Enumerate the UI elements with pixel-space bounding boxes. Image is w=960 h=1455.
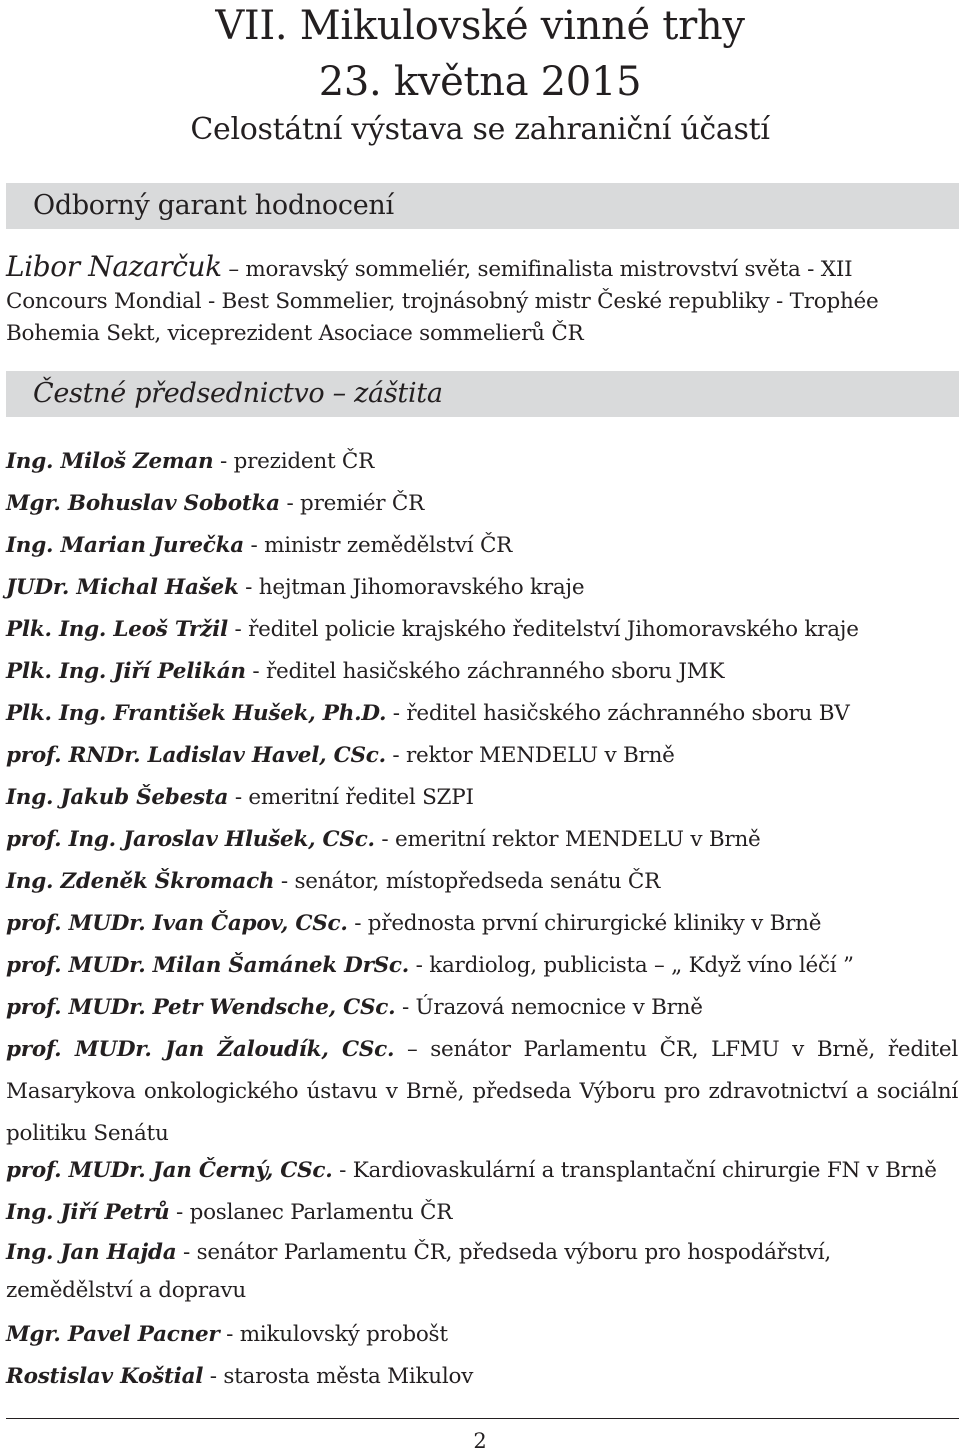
committee-member [6, 1314, 958, 1356]
member-name: Plk. Ing. Leoš Tržil [6, 617, 228, 642]
committee-member [6, 525, 958, 567]
event-date: 23. května 2015 [318, 59, 642, 105]
member-name: Ing. Zdeněk Škromach [6, 869, 275, 894]
member-name: Ing. Marian Jurečka [6, 533, 244, 558]
member-role: - rektor MENDELU v Brně [385, 743, 675, 768]
member-name: JUDr. Michal Hašek [6, 575, 239, 600]
section-heading-garant [6, 183, 959, 229]
member-role: - Kardiovaskulární a transplantační chirurgie FN v Brně [332, 1158, 937, 1183]
committee-member [6, 903, 958, 945]
member-name: prof. MUDr. Milan Šamánek DrSc. [6, 953, 410, 978]
member-name: Ing. Miloš Zeman [6, 449, 214, 474]
section-heading-committee-label: Čestné předsednictvo – záštita [33, 378, 443, 409]
member-role: - přednosta první chirurgické kliniky v Brně [347, 911, 822, 936]
footer-divider [6, 1418, 959, 1419]
committee-member [6, 1029, 958, 1155]
member-role: - starosta města Mikulov [203, 1364, 474, 1389]
committee-member [6, 567, 958, 609]
member-name: Mgr. Bohuslav Sobotka [6, 491, 280, 516]
member-role: - ředitel hasičského záchranného sboru JMK [245, 659, 725, 684]
committee-member [6, 987, 958, 1029]
committee-member [6, 819, 958, 861]
member-name: Ing. Jakub Šebesta [6, 785, 229, 810]
member-name: Plk. Ing. František Hušek, Ph.D. [6, 701, 387, 726]
member-role: – senátor Parlamentu ČR, LFMU v Brně, ředitel Masarykova onkologického ústavu v Brně, předseda Výboru pro zdravotnictví a sociální politiku Senátu [6, 1037, 958, 1146]
committee-member [6, 1356, 958, 1398]
member-name: prof. RNDr. Ladislav Havel, CSc. [6, 743, 386, 768]
member-role: - poslanec Parlamentu ČR [169, 1200, 453, 1225]
member-name: Rostislav Koštial [6, 1364, 204, 1389]
garant-name: Libor Nazarčuk [6, 250, 222, 283]
member-role: - ministr zemědělství ČR [243, 533, 513, 558]
committee-member [6, 945, 958, 987]
member-role: - premiér ČR [279, 491, 425, 516]
member-role: - emeritní rektor MENDELU v Brně [374, 827, 761, 852]
member-name: Ing. Jiří Petrů [6, 1200, 170, 1225]
member-name: prof. Ing. Jaroslav Hlušek, CSc. [6, 827, 375, 852]
section-heading-committee [6, 371, 959, 417]
document-title: VII. Mikulovské vinné trhy [215, 3, 745, 49]
committee-member [6, 1150, 958, 1192]
member-name: prof. MUDr. Jan Černý, CSc. [6, 1158, 333, 1183]
committee-member [6, 777, 958, 819]
page-number: 2 [473, 1429, 487, 1453]
committee-member [6, 1234, 958, 1310]
member-name: Mgr. Pavel Pacner [6, 1322, 220, 1347]
garant-paragraph [6, 251, 958, 350]
member-role: - ředitel policie krajského ředitelství Jihomoravského kraje [227, 617, 859, 642]
committee-member [6, 441, 958, 483]
member-role: - senátor Parlamentu ČR, předseda výboru pro hospodářství, zemědělství a dopravu [6, 1240, 831, 1303]
committee-member [6, 693, 958, 735]
document-subtitle: Celostátní výstava se zahraniční účastí [190, 112, 770, 147]
member-name: prof. MUDr. Ivan Čapov, CSc. [6, 911, 348, 936]
committee-member [6, 861, 958, 903]
member-role: - Úrazová nemocnice v Brně [395, 995, 703, 1020]
member-name: prof. MUDr. Petr Wendsche, CSc. [6, 995, 396, 1020]
member-role: - ředitel hasičského záchranného sboru BV [386, 701, 850, 726]
member-name: Ing. Jan Hajda [6, 1240, 177, 1265]
garant-description: – moravský sommeliér, semifinalista mistrovství světa - XII Concours Mondial - Best Sommelier, trojnásobný mistr České republiky - Trophée Bohemia Sekt, viceprezident Asociace sommelierů ČR [6, 257, 879, 346]
member-name: prof. MUDr. Jan Žaloudík, CSc. [6, 1037, 395, 1062]
committee-member [6, 483, 958, 525]
member-role: - mikulovský probošt [219, 1322, 448, 1347]
member-role: - prezident ČR [213, 449, 375, 474]
member-role: - kardiolog, publicista – „ Když víno léčí ” [409, 953, 854, 978]
member-name: Plk. Ing. Jiří Pelikán [6, 659, 246, 684]
committee-member [6, 735, 958, 777]
member-role: - hejtman Jihomoravského kraje [238, 575, 585, 600]
member-role: - senátor, místopředseda senátu ČR [274, 869, 661, 894]
member-role: - emeritní ředitel SZPI [228, 785, 474, 810]
committee-member [6, 609, 958, 651]
committee-member [6, 1192, 958, 1234]
section-heading-garant-label: Odborný garant hodnocení [33, 190, 394, 221]
committee-member [6, 651, 958, 693]
